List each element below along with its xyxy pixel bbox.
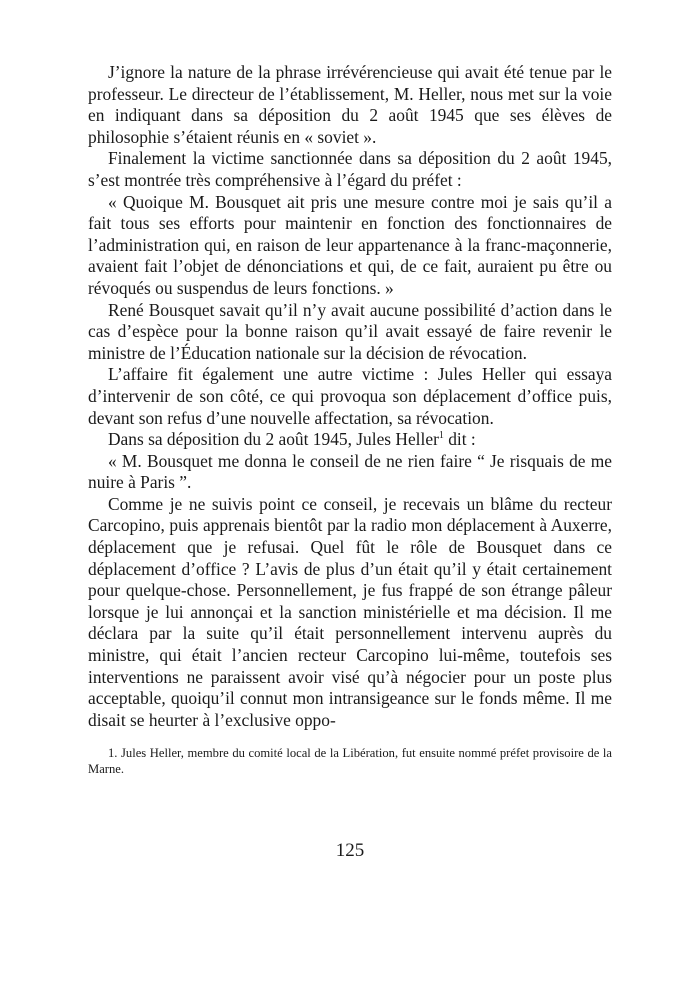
paragraph-2: Finalement la victime sanctionnée dans sa déposition du 2 août 1945, s’est montrée très compréhensive à l’égard du préfet : bbox=[88, 148, 612, 190]
quote-paragraph: « Quoique M. Bousquet ait pris une mesure contre moi je sais qu’il a fait tous ses efforts pour maintenir en fonction des fonctionnaires de l’administration qui, en raison de leur appartenance à la franc-maçonnerie, avaient fait l’objet de dénonciations et qui, de ce fait, auraient pu être ou révoqués ou suspendus de leurs fonctions. » bbox=[88, 191, 612, 298]
deposition-intro-tail: dit : bbox=[443, 429, 476, 450]
paragraph-1: J’ignore la nature de la phrase irrévérencieuse qui avait été tenue par le professeur. Le directeur de l’établissement, M. Heller, nous met sur la voie en indiquant dans sa déposition du 2 août 1945 que ses élèves de philosophie s’étaient réunis en « soviet ». bbox=[88, 62, 612, 147]
paragraph-4: René Bousquet savait qu’il n’y avait aucune possibilité d’action dans le cas d’espèce pour la bonne raison qu’il avait essayé de faire revenir le ministre de l’Éducation nationale sur la décision de révocation. bbox=[88, 299, 612, 363]
footnote: 1. Jules Heller, membre du comité local de la Libération, fut ensuite nommé préfet provisoire de la Marne. bbox=[88, 746, 612, 777]
page-number: 125 bbox=[335, 840, 365, 861]
deposition-intro bbox=[88, 429, 612, 451]
quote-open-paragraph: « M. Bousquet me donna le conseil de ne rien faire “ Je risquais de me nuire à Paris ”. bbox=[88, 450, 612, 493]
testimony-paragraph: Comme je ne suivis point ce conseil, je recevais un blâme du recteur Carcopino, puis apprenais bientôt par la radio mon déplacement à Auxerre, déplacement que je refusai. Quel fût le rôle de Bousquet dans ce déplacement d’office ? L’avis de plus d’un était qu’il y était certainement pour quelque-chose. Personnellement, je fus frappé de son étrange pâleur lorsque je lui annonçai et la sanction ministérielle et ma décision. Il me déclara par la suite qu’il était personnellement intervenu auprès du ministre, qui était l’ancien recteur Carcopino lui-même, toutefois ses interventions ne paraissent avoir visé qu’à négocier pour un poste plus acceptable, quoiqu’il connut mon intransigeance sur le fonds même. Il me disait se heurter à l’exclusive oppo- bbox=[88, 493, 612, 730]
page-body bbox=[88, 62, 612, 790]
deposition-intro-text: Dans sa déposition du 2 août 1945, Jules Heller bbox=[108, 429, 439, 450]
footnote-reference[interactable]: 1 bbox=[438, 430, 444, 442]
paragraph-5: L’affaire fit également une autre victime : Jules Heller qui essaya d’intervenir de son côté, ce qui provoqua son déplacement d’office puis, devant son refus d’une nouvelle affectation, sa révocation. bbox=[88, 364, 612, 428]
